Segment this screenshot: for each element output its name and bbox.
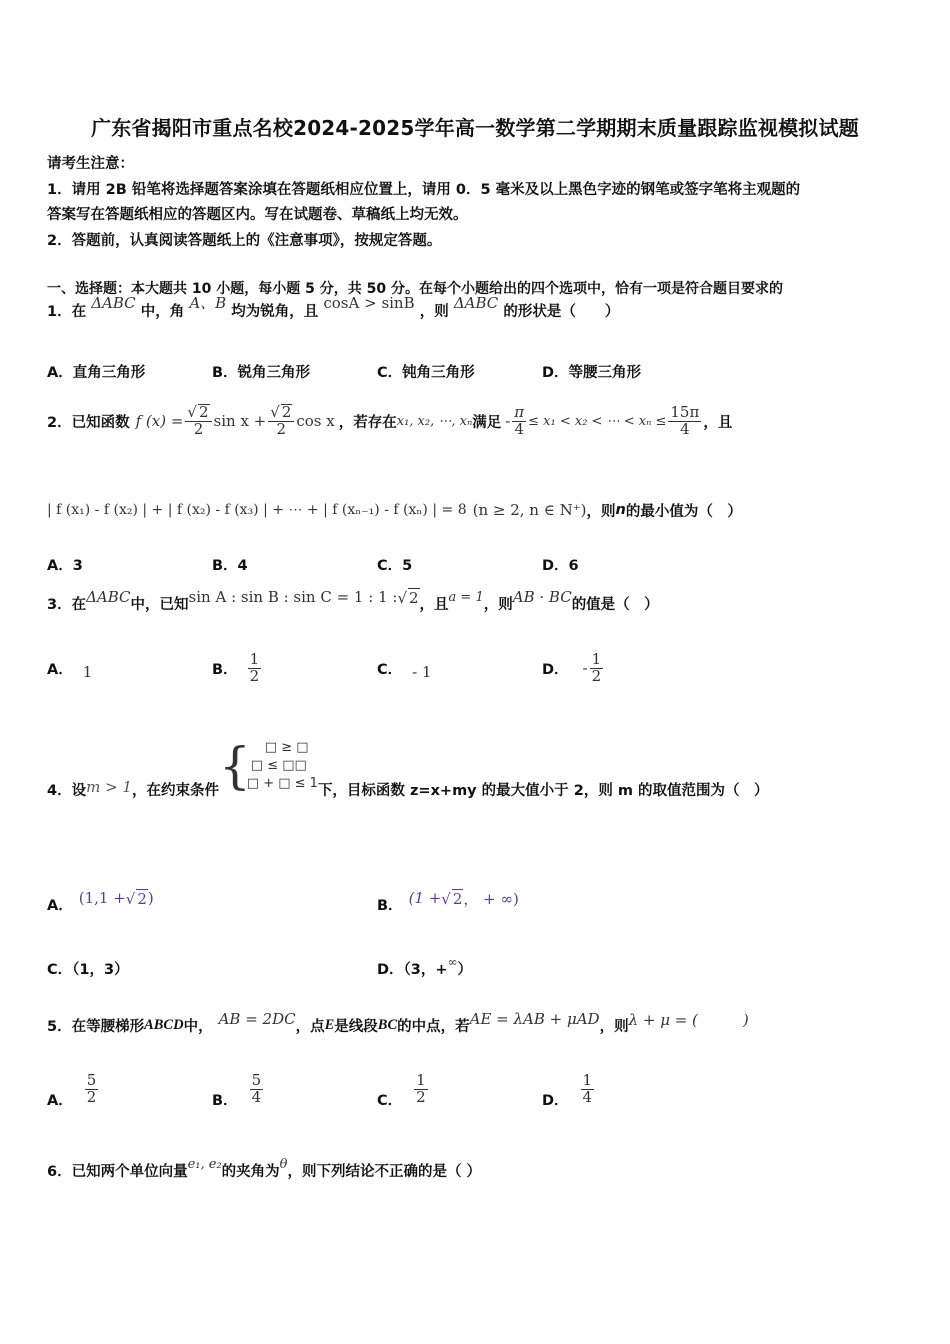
question-6 xyxy=(47,1155,481,1185)
sqrt-radicand: 2 xyxy=(409,588,419,607)
infinity-symbol: ∞ xyxy=(447,955,458,969)
q4-number: 4．设 xyxy=(47,782,87,799)
q3-text: ，且 xyxy=(419,596,449,613)
notice-heading: 请考生注意： xyxy=(47,156,134,172)
option-value: - 1 xyxy=(412,663,432,681)
option-minus: - xyxy=(582,659,588,677)
q3-side: a = 1 xyxy=(448,589,484,605)
q2-fraction: $\frac{√ 2}{2}$ xyxy=(185,404,211,438)
option-fraction xyxy=(250,1070,264,1106)
option-fraction xyxy=(248,649,262,685)
sqrt-radicand: 2 xyxy=(452,889,463,908)
numerator: 5 xyxy=(86,1070,97,1089)
q1-option-b[interactable]: B．锐角三角形 xyxy=(212,365,311,381)
option-value-end: ) xyxy=(147,889,154,907)
question-3: 3．在 ΔABC 中，已知 sin A : sin B : sin C = 1 : 1 : √ 2 ，且 a = 1 ，则 AB · BC 的值是（ ） xyxy=(47,588,659,613)
q5-trapezoid: ABCD xyxy=(144,1016,184,1033)
notice-line-3: 2．答题前，认真阅读答题纸上的《注意事项》，按规定答题。 xyxy=(47,233,442,249)
q6-angle: θ xyxy=(279,1156,288,1172)
q2-option-c[interactable]: C．5 xyxy=(377,558,413,574)
q3-option-d[interactable] xyxy=(542,648,605,688)
q5-vector-eq: AE = λAB + μAD xyxy=(469,1010,600,1028)
option-label: A． xyxy=(47,897,73,914)
q1-text: ，则 xyxy=(419,304,449,320)
notice-line-2: 答案写在答题纸相应的答题区内。写在试题卷、草稿纸上均无效。 xyxy=(47,207,468,223)
question-2 xyxy=(47,396,732,446)
denominator: 4 xyxy=(251,1087,262,1106)
option-label-end: ） xyxy=(457,961,473,978)
q4-option-c[interactable]: C．（1，3） xyxy=(47,962,129,978)
q4-constraint: □ ≤ □□ xyxy=(250,758,307,773)
brace-icon: { xyxy=(218,737,251,795)
q5-segment: BC xyxy=(377,1016,398,1033)
q2-text: 的最小值为（ ） xyxy=(625,503,742,520)
option-label: B． xyxy=(212,661,238,678)
q4-option-d[interactable] xyxy=(377,952,472,980)
sqrt-radicand: 2 xyxy=(281,403,292,422)
q5-option-a[interactable] xyxy=(47,1064,100,1114)
q2-text: ，且 xyxy=(703,414,733,431)
q5-target: λ + μ = ( ) xyxy=(628,1010,749,1029)
q2-text: 满足 xyxy=(472,414,502,431)
q2-fraction xyxy=(668,402,701,438)
q2-option-d[interactable]: D．6 xyxy=(542,558,579,574)
denominator: 2 xyxy=(416,1087,426,1106)
q2-cos-term: cos x xyxy=(296,412,335,430)
q6-vectors: e₁, e₂ xyxy=(187,1156,222,1172)
q2-text: ，则 xyxy=(586,503,616,520)
option-fraction xyxy=(414,1070,428,1106)
notice-line-1: 1．请用 2B 铅笔将选择题答案涂填在答题纸相应位置上，请用 0．5 毫米及以上黑色字迹的钢笔或签字笔将主观题的 xyxy=(47,182,801,198)
numerator: 5 xyxy=(251,1070,262,1089)
q6-number: 6．已知两个单位向量 xyxy=(47,1163,188,1180)
q5-point-e: E xyxy=(324,1016,335,1033)
q2-text: ，若存在 xyxy=(338,414,397,431)
q5-text: 中， xyxy=(183,1018,213,1035)
option-label: C． xyxy=(377,661,403,678)
q2-fraction: $\frac{√ 2}{2}$ xyxy=(268,404,294,438)
q3-text: ，则 xyxy=(483,596,513,613)
q3-option-a[interactable] xyxy=(47,648,92,688)
denominator: 2 xyxy=(86,1087,97,1106)
q2-denominator: 4 xyxy=(680,419,690,438)
denominator: 4 xyxy=(582,1087,593,1106)
option-label: D． xyxy=(542,1092,569,1109)
q5-text: 是线段 xyxy=(334,1018,378,1035)
q5-text: 的中点，若 xyxy=(397,1018,470,1035)
q1-option-c[interactable]: C．钝角三角形 xyxy=(377,365,475,381)
q2-fraction xyxy=(512,402,526,438)
section-heading: 一、选择题：本大题共 10 小题，每小题 5 分，共 50 分。在每个小题给出的四个选项中，恰有一项是符合题目要求的 xyxy=(47,281,783,297)
question-1 xyxy=(47,294,620,321)
q2-chain: ≤ x₁ < x₂ < ⋯ < xₙ ≤ xyxy=(528,413,667,429)
q5-option-c[interactable] xyxy=(377,1064,430,1114)
q3-option-c[interactable] xyxy=(377,648,432,688)
q3-option-b[interactable] xyxy=(212,648,263,688)
q2-option-a[interactable]: A．3 xyxy=(47,558,83,574)
q4-m-condition: m > 1 xyxy=(86,778,132,796)
q1-text: 均为锐角，且 xyxy=(231,304,319,320)
q2-sequence: x₁, x₂, ⋯, xₙ xyxy=(396,413,473,429)
question-5 xyxy=(47,1010,749,1040)
q6-text: 的夹角为 xyxy=(221,1163,280,1180)
q1-text: 的形状是（ ） xyxy=(503,304,620,320)
q3-ratio: sin A : sin B : sin C = 1 : 1 : xyxy=(188,588,398,606)
option-label: D． xyxy=(542,661,569,678)
option-label: C． xyxy=(377,1092,403,1109)
q4-text: 下，目标函数 z=x+my 的最大值小于 2，则 m 的取值范围为（ ） xyxy=(317,782,769,799)
q2-sin-term: sin x + xyxy=(213,412,267,430)
q3-text: 中，已知 xyxy=(130,596,189,613)
q4-option-a[interactable]: A． (1,1 + √ 2 ) xyxy=(47,889,154,914)
option-value: (1,1 + xyxy=(78,889,126,907)
q5-relation: AB = 2DC xyxy=(218,1010,296,1028)
q5-number: 5．在等腰梯形 xyxy=(47,1018,145,1035)
q2-minus: - xyxy=(505,412,511,430)
q1-option-d[interactable]: D．等腰三角形 xyxy=(542,365,642,381)
q4-text: ，在约束条件 xyxy=(131,782,219,799)
q2-denominator: 4 xyxy=(514,419,524,438)
option-label: B． xyxy=(377,897,403,914)
q2-n: n xyxy=(615,502,626,518)
option-value: (1 + xyxy=(408,889,442,907)
option-label: B． xyxy=(212,1092,238,1109)
q1-option-a[interactable]: A．直角三角形 xyxy=(47,365,146,381)
q4-option-b[interactable]: B． (1 + √ 2 ， + ∞) xyxy=(377,889,519,914)
q4-constraint: □ ≥ □ xyxy=(264,740,309,755)
q2-abs-expression: | f (x₁) - f (x₂) | + | f (x₂) - f (x₃) | + ⋯ + | f (xₙ₋₁) - f (xₙ) | = 8 xyxy=(47,502,467,518)
sqrt-radicand: 2 xyxy=(137,889,147,908)
q2-pi: π xyxy=(514,402,525,421)
option-value: 1 xyxy=(82,663,93,681)
q2-denominator: 2 xyxy=(276,420,287,438)
option-fraction xyxy=(85,1070,99,1106)
option-label: A． xyxy=(47,661,73,678)
q3-number: 3．在 xyxy=(47,596,87,613)
q5-option-b[interactable] xyxy=(212,1064,265,1114)
q3-dot-product: AB · BC xyxy=(512,588,572,606)
q5-text: ，点 xyxy=(295,1018,325,1035)
option-label: A． xyxy=(47,1092,73,1109)
q2-condition: (n ≥ 2, n ∈ N⁺) xyxy=(472,501,587,519)
numerator: 1 xyxy=(249,649,260,668)
q1-angles: A、B xyxy=(189,294,227,312)
q5-option-d[interactable] xyxy=(542,1064,596,1114)
q2-number: 2．已知函数 xyxy=(47,414,130,431)
question-4 xyxy=(47,734,769,798)
q5-text: ，则 xyxy=(599,1018,629,1035)
numerator: 1 xyxy=(591,649,602,668)
q1-number: 1．在 xyxy=(47,304,87,320)
q2-option-b[interactable]: B．4 xyxy=(212,558,248,574)
q1-text: 中，角 xyxy=(140,304,185,320)
q1-condition: cosA > sinB xyxy=(323,294,415,312)
q1-triangle: ΔABC xyxy=(453,294,499,312)
q4-constraint-system xyxy=(247,739,318,793)
q3-text: 的值是（ ） xyxy=(571,596,659,613)
denominator: 2 xyxy=(591,666,602,685)
denominator: 2 xyxy=(249,666,260,685)
q3-triangle: ΔABC xyxy=(86,588,131,606)
q6-text: ，则下列结论不正确的是（ ） xyxy=(287,1163,482,1180)
q2-function-name: f (x) = xyxy=(135,412,184,430)
q2-denominator: 2 xyxy=(193,420,204,438)
sqrt-radicand: 2 xyxy=(198,403,209,422)
page-title: 广东省揭阳市重点名校2024-2025学年高一数学第二学期期末质量跟踪监视模拟试题 xyxy=(91,116,859,140)
option-fraction xyxy=(590,649,604,685)
numerator: 1 xyxy=(582,1070,593,1089)
option-value-end: ， + ∞) xyxy=(463,889,519,908)
option-label: D．（3，+ xyxy=(377,961,448,978)
q4-constraint: □ + □ ≤ 1 xyxy=(246,776,318,791)
q1-triangle: ΔABC xyxy=(91,294,136,312)
numerator: 1 xyxy=(416,1070,426,1089)
option-fraction xyxy=(581,1070,595,1106)
q2-line-2 xyxy=(47,497,742,523)
q2-15pi: 15π xyxy=(670,402,700,421)
